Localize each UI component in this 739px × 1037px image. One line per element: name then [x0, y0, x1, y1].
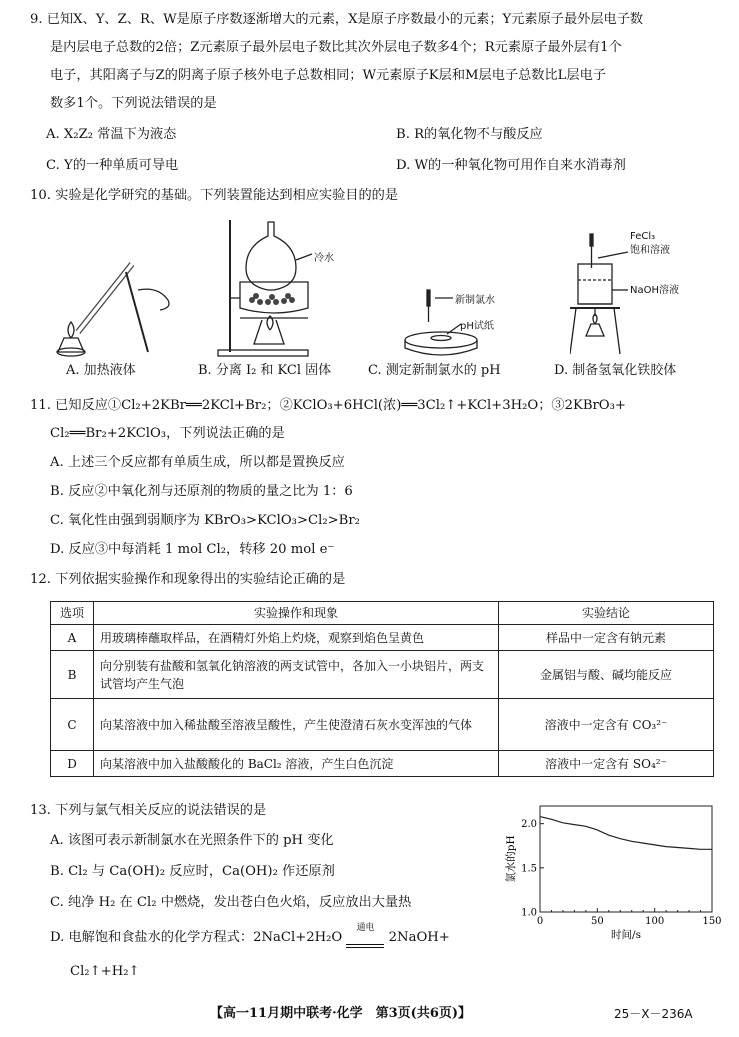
x-tick-label: 0 — [536, 916, 544, 927]
label-naoh: NaOH溶液 — [630, 285, 679, 296]
fig-a-caption: A. 加热液体 — [66, 363, 136, 378]
q12-stem: 12. 下列依据实验操作和现象得出的实验结论正确的是 — [30, 572, 346, 587]
q9-option-c: C. Y的一种单质可导电 — [46, 158, 179, 173]
row-option: C — [51, 699, 94, 751]
row-conclusion: 溶液中一定含有 SO₄²⁻ — [499, 751, 714, 777]
q11-option-c: C. 氧化性由强到弱顺序为 KBrO₃>KClO₃>Cl₂>Br₂ — [50, 513, 360, 528]
footer-code: 25－X－236A — [614, 1007, 693, 1021]
plot-frame — [540, 806, 712, 912]
q9-stem-line-2: 是内层电子总数的2倍；Z元素原子最外层电子数比其次外层电子数多4个；R元素原子最外层有1个 — [50, 40, 622, 55]
y-tick-label: 2.0 — [521, 819, 537, 831]
footer-title: 【高一11月期中联考·化学 第3页(共6页)】 — [210, 1006, 472, 1021]
q9-option-b: B. R的氧化物不与酸反应 — [396, 127, 543, 142]
table-row — [51, 651, 714, 699]
q10-apparatus-figures — [40, 212, 730, 382]
row-operation: 向某溶液中加入稀盐酸至溶液呈酸性，产生使澄清石灰水变浑浊的气体 — [94, 699, 499, 751]
table-row — [51, 625, 714, 651]
q13-option-d-tail: 2NaOH+ — [388, 930, 450, 945]
ph-series-line — [540, 817, 712, 850]
fig-c-caption: C. 测定新制氯水的 pH — [368, 363, 501, 378]
x-tick-label: 150 — [702, 916, 722, 927]
fig-d-caption: D. 制备氢氧化铁胶体 — [554, 363, 677, 378]
q13-option-d — [50, 923, 450, 948]
q11-option-d: D. 反应③中每消耗 1 mol Cl₂，转移 20 mol e⁻ — [50, 542, 335, 557]
row-conclusion: 金属铝与酸、碱均能反应 — [499, 651, 714, 699]
q9-option-a: A. X₂Z₂ 常温下为液态 — [46, 127, 177, 142]
row-conclusion: 溶液中一定含有 CO₃²⁻ — [499, 699, 714, 751]
y-axis-label: 氯水的pH — [505, 835, 517, 883]
q11-stem-line-2: Cl₂══Br₂+2KClO₃，下列说法正确的是 — [50, 426, 285, 441]
label-chlorine-water: 新制氯水 — [455, 295, 495, 306]
col-header-option: 选项 — [51, 602, 94, 625]
q13-option-a: A. 该图可表示新制氯水在光照条件下的 pH 变化 — [50, 833, 334, 848]
table-header-row — [51, 602, 714, 625]
col-header-operation: 实验操作和现象 — [94, 602, 499, 625]
electrolysis-condition: 通电 — [356, 923, 375, 933]
x-tick-label: 50 — [590, 916, 604, 927]
q11-option-b: B. 反应②中氧化剂与还原剂的物质的量之比为 1：6 — [50, 484, 353, 499]
q13-option-d-text: D. 电解饱和食盐水的化学方程式：2NaCl+2H₂O — [50, 930, 343, 945]
y-tick-label: 1.0 — [521, 907, 537, 919]
q13-option-d-line-2: Cl₂↑+H₂↑ — [70, 964, 140, 979]
q9-option-d: D. W的一种氧化物可用作自来水消毒剂 — [396, 158, 626, 173]
q9-stem-line-4: 数多1个。下列说法错误的是 — [50, 96, 217, 111]
fig-b-sublimation — [200, 212, 330, 362]
q13-option-b: B. Cl₂ 与 Ca(OH)₂ 反应时，Ca(OH)₂ 作还原剂 — [50, 864, 335, 879]
q9-stem-line-3: 电子，其阳离子与Z的阴离子原子核外电子总数相同；W元素原子K层和M层电子总数比L层电子 — [50, 68, 606, 83]
fig-a-heating-tube — [40, 212, 180, 362]
q11-stem-line-1: 11. 已知反应①Cl₂+2KBr══2KCl+Br₂；②KClO₃+6HCl(浓)══3Cl₂↑+KCl+3H₂O；③2KBrO₃+ — [30, 398, 626, 413]
x-axis-label: 时间/s — [611, 929, 641, 941]
row-option: D — [51, 751, 94, 777]
row-option: B — [51, 651, 94, 699]
label-cold-water: 冷水 — [314, 253, 334, 264]
q10-stem: 10. 实验是化学研究的基础。下列装置能达到相应实验目的的是 — [30, 188, 399, 203]
row-option: A — [51, 625, 94, 651]
table-row — [51, 751, 714, 777]
q13-stem: 13. 下列与氯气相关反应的说法错误的是 — [30, 803, 267, 818]
y-tick-label: 1.5 — [521, 863, 537, 875]
row-operation: 向分别装有盐酸和氢氧化钠溶液的两支试管中，各加入一小块铝片，两支试管均产生气泡 — [94, 651, 499, 699]
label-fecl3: FeCl₃ — [630, 231, 656, 242]
q11-option-a: A. 上述三个反应都有单质生成，所以都是置换反应 — [50, 455, 345, 470]
fig-b-caption: B. 分离 I₂ 和 KCl 固体 — [198, 363, 332, 378]
q13-option-c: C. 纯净 H₂ 在 Cl₂ 中燃烧，发出苍白色火焰，反应放出大量热 — [50, 895, 412, 910]
col-header-conclusion: 实验结论 — [499, 602, 714, 625]
ph-chart — [500, 800, 730, 965]
x-tick-label: 100 — [645, 916, 665, 927]
row-operation: 向某溶液中加入盐酸酸化的 BaCl₂ 溶液，产生白色沉淀 — [94, 751, 499, 777]
table-row — [51, 699, 714, 751]
electrolysis-arrow — [346, 923, 384, 948]
label-saturated: 饱和溶液 — [630, 245, 670, 256]
q9-stem-line-1: 9. 已知X、Y、Z、R、W是原子序数逐渐增大的元素，X是原子序数最小的元素；Y元素原子最外层电子数 — [30, 12, 644, 27]
row-operation: 用玻璃棒蘸取样品，在酒精灯外焰上灼烧，观察到焰色呈黄色 — [94, 625, 499, 651]
label-ph-paper: pH试纸 — [460, 321, 494, 332]
row-conclusion: 样品中一定含有钠元素 — [499, 625, 714, 651]
q12-table — [50, 601, 714, 777]
